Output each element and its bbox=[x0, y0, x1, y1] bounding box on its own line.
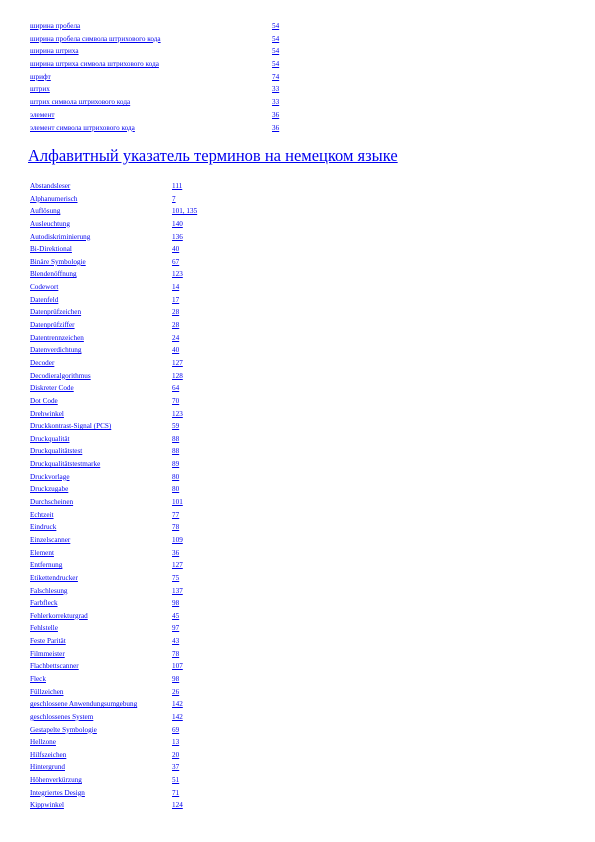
index-page-link[interactable]: 36 bbox=[272, 123, 280, 132]
index-page-link[interactable]: 67 bbox=[172, 257, 180, 266]
index-page-link[interactable]: 54 bbox=[272, 34, 280, 43]
index-term-link[interactable]: Datenprüfziffer bbox=[30, 321, 75, 330]
index-entry bbox=[30, 445, 330, 458]
index-page-link[interactable]: 136 bbox=[172, 232, 183, 241]
index-entry bbox=[30, 243, 330, 256]
index-entry bbox=[30, 332, 330, 345]
index-entry bbox=[30, 281, 330, 294]
index-term-link[interactable]: geschlossenes System bbox=[30, 712, 94, 721]
index-page-link[interactable]: 59 bbox=[172, 422, 180, 431]
index-page-link[interactable]: 33 bbox=[272, 85, 280, 94]
index-term-link[interactable]: Druckkontrast-Signal (PCS) bbox=[30, 422, 112, 431]
index-entry bbox=[30, 610, 330, 623]
index-entry bbox=[30, 496, 330, 509]
index-entry bbox=[30, 122, 330, 135]
index-entry bbox=[30, 572, 330, 585]
index-page-link[interactable]: 137 bbox=[172, 586, 183, 595]
index-page-link[interactable]: 7 bbox=[172, 194, 176, 203]
index-entry bbox=[30, 559, 330, 572]
index-page-link[interactable]: 123 bbox=[172, 270, 183, 279]
index-term-link[interactable]: Decodieralgorithmus bbox=[30, 371, 91, 380]
index-entry bbox=[30, 382, 330, 395]
index-entry bbox=[30, 736, 330, 749]
index-term-link[interactable]: Füllzeichen bbox=[30, 687, 64, 696]
index-page-link[interactable]: 89 bbox=[172, 460, 180, 469]
index-page-link[interactable]: 77 bbox=[172, 510, 180, 519]
index-entry bbox=[30, 698, 330, 711]
index-entry bbox=[30, 96, 330, 109]
index-page-link[interactable]: 24 bbox=[172, 333, 180, 342]
index-term-link[interactable]: ширина пробела символа штрихового кода bbox=[30, 34, 161, 43]
index-term-link[interactable]: Autodiskriminierung bbox=[30, 232, 91, 241]
index-page-link[interactable]: 33 bbox=[272, 98, 280, 107]
index-term-link[interactable]: Hilfszeichen bbox=[30, 750, 67, 759]
index-term-link[interactable]: Druckzugabe bbox=[30, 485, 69, 494]
index-page-link[interactable]: 88 bbox=[172, 447, 180, 456]
index-term-link[interactable]: Entfernung bbox=[30, 561, 63, 570]
index-entry bbox=[30, 787, 330, 800]
index-page-link[interactable]: 97 bbox=[172, 624, 180, 633]
index-entry bbox=[30, 83, 330, 96]
index-term-link[interactable]: Dot Code bbox=[30, 396, 58, 405]
index-page-link[interactable]: 128 bbox=[172, 371, 183, 380]
index-page-link[interactable]: 40 bbox=[172, 245, 180, 254]
index-page-link[interactable]: 17 bbox=[172, 295, 180, 304]
index-entry bbox=[30, 635, 330, 648]
index-page-link[interactable]: 80 bbox=[172, 472, 180, 481]
index-term-link[interactable]: Fehlerkorrekturgrad bbox=[30, 611, 88, 620]
index-page-link[interactable]: 142 bbox=[172, 712, 183, 721]
index-page-link[interactable]: 36 bbox=[172, 548, 180, 557]
index-term-link[interactable]: ширина штриха bbox=[30, 47, 79, 56]
index-entry bbox=[30, 45, 330, 58]
index-term-link[interactable]: Gestapelte Symbologie bbox=[30, 725, 97, 734]
index-page-link[interactable]: 142 bbox=[172, 700, 183, 709]
index-page-link[interactable]: 26 bbox=[172, 687, 180, 696]
index-entry bbox=[30, 357, 330, 370]
index-page-link[interactable]: 40 bbox=[172, 346, 180, 355]
index-entry bbox=[30, 648, 330, 661]
index-page-link[interactable]: 13 bbox=[172, 738, 180, 747]
index-page-link[interactable]: 51 bbox=[172, 776, 180, 785]
index-entry bbox=[30, 71, 330, 84]
index-term-link[interactable]: Datenfeld bbox=[30, 295, 59, 304]
index-entry bbox=[30, 58, 330, 71]
index-entry bbox=[30, 20, 330, 33]
index-term-link[interactable]: Hintergrund bbox=[30, 763, 66, 772]
index-term-link[interactable]: Diskreter Code bbox=[30, 384, 74, 393]
index-entry bbox=[30, 109, 330, 122]
index-term-link[interactable]: Feste Parität bbox=[30, 637, 66, 646]
index-entry bbox=[30, 724, 330, 737]
index-entry bbox=[30, 660, 330, 673]
index-page-link[interactable]: 75 bbox=[172, 573, 180, 582]
index-entry bbox=[30, 761, 330, 774]
index-term-link[interactable]: Hellzone bbox=[30, 738, 56, 747]
index-entry bbox=[30, 33, 330, 46]
index-term-link[interactable]: Druckvorlage bbox=[30, 472, 70, 481]
index-page-link[interactable]: 74 bbox=[272, 72, 280, 81]
index-entry bbox=[30, 218, 330, 231]
index-entry bbox=[30, 471, 330, 484]
index-entry bbox=[30, 433, 330, 446]
index-entry bbox=[30, 420, 330, 433]
index-entry bbox=[30, 306, 330, 319]
index-page-link[interactable]: 28 bbox=[172, 321, 180, 330]
index-entry bbox=[30, 686, 330, 699]
index-term-link[interactable]: Farbfleck bbox=[30, 599, 58, 608]
index-term-link[interactable]: ширина штриха символа штрихового кода bbox=[30, 60, 159, 69]
index-entry bbox=[30, 534, 330, 547]
index-page-link[interactable]: 127 bbox=[172, 358, 183, 367]
index-entry bbox=[30, 231, 330, 244]
index-term-link[interactable]: Alphanumerisch bbox=[30, 194, 78, 203]
index-page-link[interactable]: 123 bbox=[172, 409, 183, 418]
index-page-link[interactable]: 54 bbox=[272, 60, 280, 69]
index-page-link[interactable]: 140 bbox=[172, 219, 183, 228]
index-page-link[interactable]: 37 bbox=[172, 763, 180, 772]
index-page-link[interactable]: 88 bbox=[172, 434, 180, 443]
index-page-link[interactable]: 78 bbox=[172, 649, 180, 658]
index-term-link[interactable]: Datenverdichtung bbox=[30, 346, 82, 355]
index-page-link[interactable]: 127 bbox=[172, 561, 183, 570]
index-page-link[interactable]: 54 bbox=[272, 47, 280, 56]
index-term-link[interactable]: Decoder bbox=[30, 358, 55, 367]
index-entry bbox=[30, 319, 330, 332]
index-entry bbox=[30, 774, 330, 787]
index-page-link[interactable]: 45 bbox=[172, 611, 180, 620]
index-page-link[interactable]: 124 bbox=[172, 801, 183, 810]
index-page-link[interactable]: 69 bbox=[172, 725, 180, 734]
index-page-link[interactable]: 54 bbox=[272, 22, 280, 30]
index-term-link[interactable]: штрих символа штрихового кода bbox=[30, 98, 131, 107]
index-term-link[interactable]: ширина пробела bbox=[30, 22, 81, 30]
index-term-link[interactable]: Abstandsleser bbox=[30, 182, 71, 190]
index-term-link[interactable]: Drehwinkel bbox=[30, 409, 64, 418]
german-index-list bbox=[30, 180, 330, 812]
index-term-link[interactable]: Auflösung bbox=[30, 207, 61, 216]
index-term-link[interactable]: Druckqualitätstest bbox=[30, 447, 83, 456]
index-page-link[interactable]: 71 bbox=[172, 788, 180, 797]
index-term-link[interactable]: штрих bbox=[30, 85, 50, 94]
index-term-link[interactable]: Codewort bbox=[30, 283, 59, 292]
index-term-link[interactable]: Echtzeit bbox=[30, 510, 54, 519]
index-entry bbox=[30, 344, 330, 357]
russian-index-list bbox=[30, 20, 330, 134]
index-term-link[interactable]: Höhenverkürzung bbox=[30, 776, 82, 785]
index-term-link[interactable]: Etikettendrucker bbox=[30, 573, 78, 582]
index-page-link[interactable]: 98 bbox=[172, 674, 180, 683]
index-entry bbox=[30, 458, 330, 471]
index-term-link[interactable]: Fleck bbox=[30, 674, 46, 683]
index-term-link[interactable]: элемент bbox=[30, 110, 55, 119]
index-term-link[interactable]: Integriertes Design bbox=[30, 788, 85, 797]
index-term-link[interactable]: Druckqualitätstestmarke bbox=[30, 460, 101, 469]
index-term-link[interactable]: Ausleuchtung bbox=[30, 219, 70, 228]
index-page-link[interactable]: 78 bbox=[172, 523, 180, 532]
index-entry bbox=[30, 585, 330, 598]
index-page-link[interactable]: 14 bbox=[172, 283, 180, 292]
index-entry bbox=[30, 268, 330, 281]
index-page-link[interactable]: 101 bbox=[172, 498, 183, 507]
index-term-link[interactable]: Falschlesung bbox=[30, 586, 68, 595]
index-entry bbox=[30, 205, 330, 218]
index-term-link[interactable]: Fehlstelle bbox=[30, 624, 58, 633]
index-term-link[interactable]: Element bbox=[30, 548, 54, 557]
index-entry bbox=[30, 521, 330, 534]
index-term-link[interactable]: Blendenöffnung bbox=[30, 270, 77, 279]
index-term-link[interactable]: Datenprüfzeichen bbox=[30, 308, 82, 317]
index-term-link[interactable]: Durchscheinen bbox=[30, 498, 74, 507]
index-page-link[interactable]: 70 bbox=[172, 396, 180, 405]
index-term-link[interactable]: Einzelscanner bbox=[30, 535, 71, 544]
index-page-link[interactable]: 109 bbox=[172, 535, 183, 544]
index-entry bbox=[30, 597, 330, 610]
index-entry bbox=[30, 711, 330, 724]
index-term-link[interactable]: Filmmeister bbox=[30, 649, 65, 658]
index-page-link[interactable]: 36 bbox=[272, 110, 280, 119]
index-entry bbox=[30, 370, 330, 383]
index-entry bbox=[30, 622, 330, 635]
index-term-link[interactable]: Bi-Direktional bbox=[30, 245, 72, 254]
index-entry bbox=[30, 483, 330, 496]
index-entry bbox=[30, 180, 330, 193]
index-entry bbox=[30, 799, 330, 812]
index-entry bbox=[30, 395, 330, 408]
index-page-link[interactable]: 98 bbox=[172, 599, 180, 608]
german-index-heading-link[interactable]: Алфавитный указатель терминов на немецком языке bbox=[28, 146, 398, 165]
index-entry bbox=[30, 193, 330, 206]
index-term-link[interactable]: Datentrennzeichen bbox=[30, 333, 84, 342]
index-term-link[interactable]: Eindruck bbox=[30, 523, 57, 532]
index-entry bbox=[30, 749, 330, 762]
index-entry bbox=[30, 256, 330, 269]
index-term-link[interactable]: шрифт bbox=[30, 72, 51, 81]
index-page-link[interactable]: 101, 135 bbox=[172, 207, 198, 216]
index-term-link[interactable]: Druckqualität bbox=[30, 434, 70, 443]
index-entry bbox=[30, 673, 330, 686]
index-term-link[interactable]: Kippwinkel bbox=[30, 801, 64, 810]
index-entry bbox=[30, 408, 330, 421]
index-page-link[interactable]: 28 bbox=[172, 308, 180, 317]
index-term-link[interactable]: Binäre Symbologie bbox=[30, 257, 86, 266]
index-page-link[interactable]: 80 bbox=[172, 485, 180, 494]
german-index-heading[interactable] bbox=[28, 146, 398, 166]
index-entry bbox=[30, 294, 330, 307]
index-entry bbox=[30, 509, 330, 522]
index-page-link[interactable]: 43 bbox=[172, 637, 180, 646]
index-page-link[interactable]: 111 bbox=[172, 182, 183, 190]
index-term-link[interactable]: geschlossene Anwendungsumgebung bbox=[30, 700, 138, 709]
index-page-link[interactable]: 20 bbox=[172, 750, 180, 759]
index-entry bbox=[30, 547, 330, 560]
index-page-link[interactable]: 107 bbox=[172, 662, 183, 671]
index-term-link[interactable]: Flachbettscanner bbox=[30, 662, 79, 671]
index-term-link[interactable]: элемент символа штрихового кода bbox=[30, 123, 135, 132]
index-page-link[interactable]: 64 bbox=[172, 384, 180, 393]
